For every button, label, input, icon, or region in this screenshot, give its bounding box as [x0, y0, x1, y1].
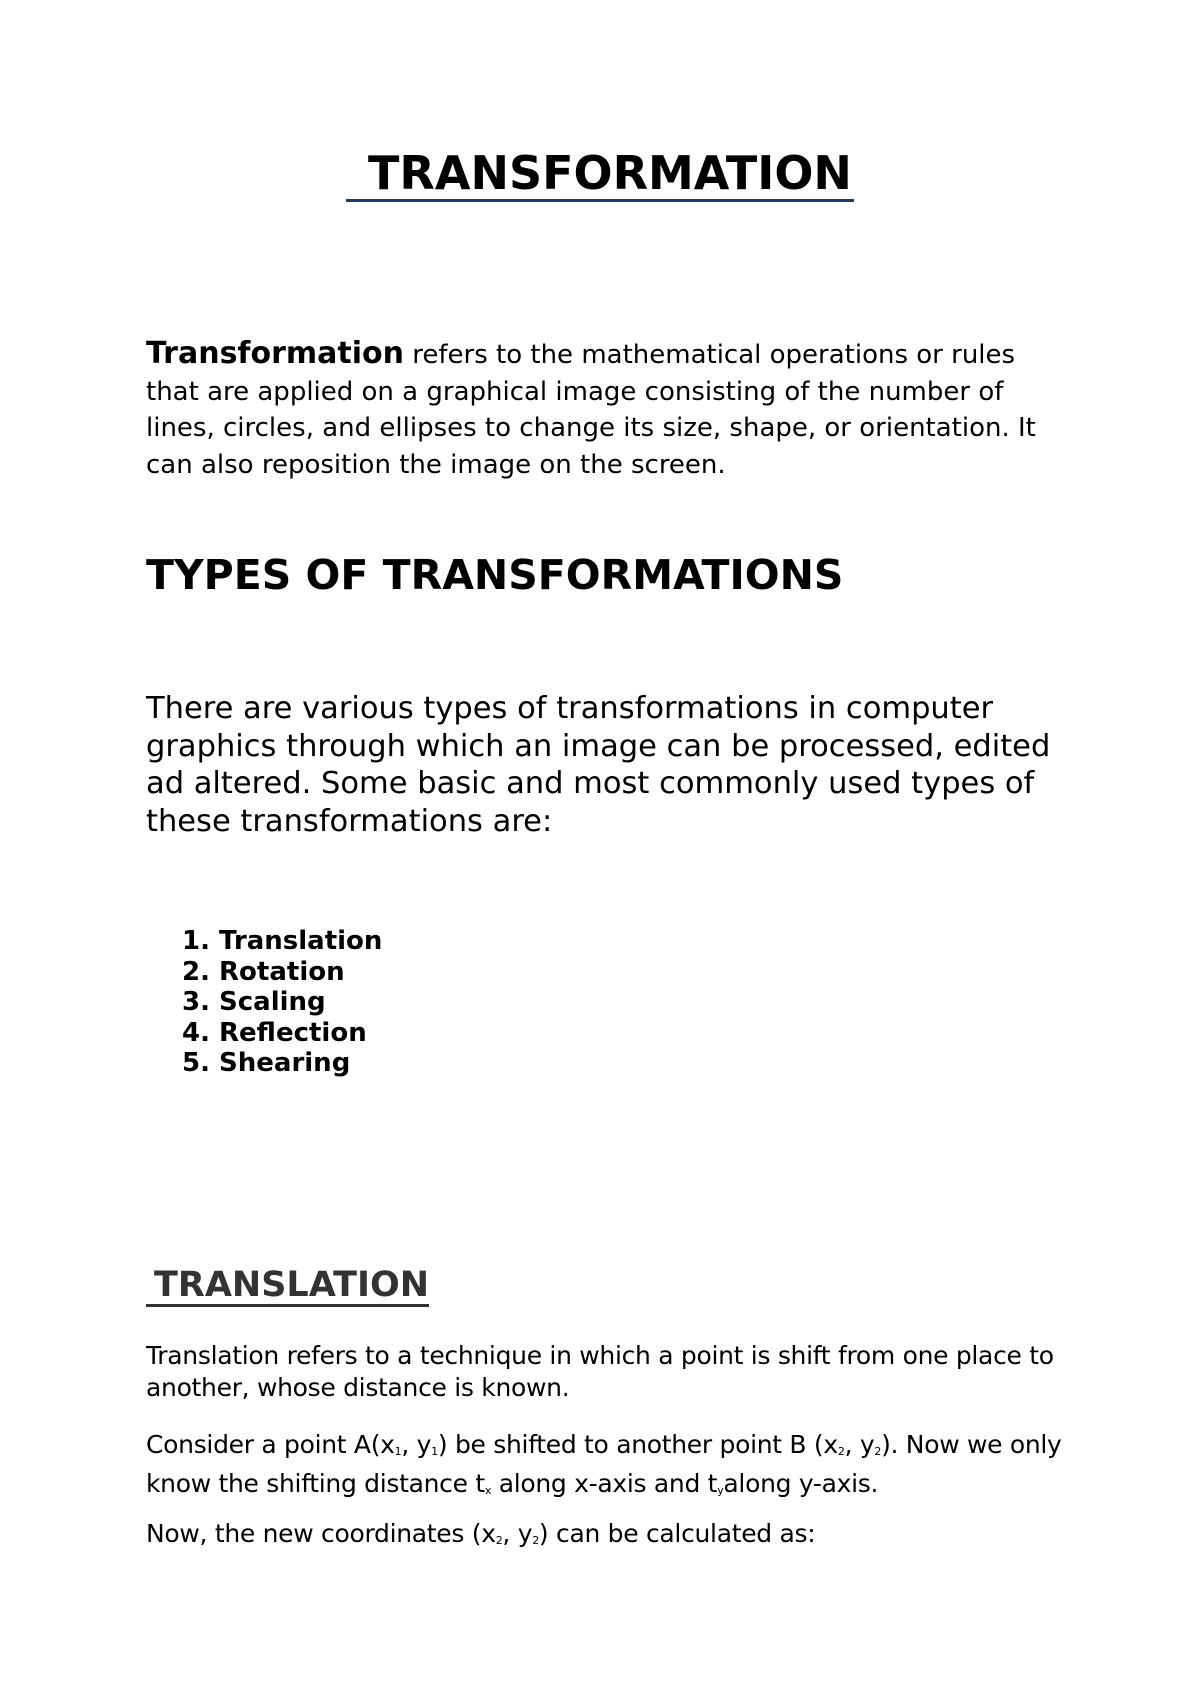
- text-run: , y: [401, 1430, 432, 1459]
- text-run: , y: [502, 1519, 533, 1548]
- subscript: x: [484, 1483, 492, 1497]
- list-item-number: 3.: [182, 987, 210, 1017]
- text-run: ) can be calculated as:: [538, 1519, 816, 1548]
- list-item-label: Reflection: [219, 1017, 367, 1048]
- list-item: [182, 987, 382, 1018]
- list-item-label: Translation: [219, 926, 383, 956]
- subscript: 2: [495, 1534, 503, 1547]
- translation-paragraph-1: Translation refers to a technique in which a point is shift from one place to another, whose distance is known.: [146, 1341, 1054, 1402]
- translation-heading-text: TRANSLATION: [146, 1266, 429, 1307]
- document-title: [0, 146, 1200, 202]
- text-run: Now, the new coordinates (x: [146, 1519, 496, 1548]
- document-title-text: TRANSFORMATION: [346, 149, 854, 202]
- list-item-label: Scaling: [219, 987, 326, 1017]
- list-item-number: 1.: [182, 926, 210, 956]
- text-run: , y: [844, 1430, 875, 1459]
- list-item: [182, 1018, 382, 1049]
- list-item-number: 2.: [182, 956, 210, 987]
- list-item-number: 4.: [182, 1017, 210, 1048]
- translation-paragraph-2: [146, 1429, 1076, 1506]
- list-item-label: Shearing: [219, 1048, 351, 1078]
- subscript: 2: [532, 1534, 539, 1547]
- intro-text: refers to the mathematical operations or rules that are applied on a graphical image consisting of the number of lines, circles, and ellipses to change its size, shape, or orientation. It can also reposition the image on the screen.: [146, 340, 1036, 480]
- translation-paragraph-3: [146, 1518, 1076, 1557]
- list-item: [182, 957, 382, 988]
- text-run: ). Now we only know the shifting distance t: [146, 1430, 1062, 1498]
- translation-heading: [146, 1264, 429, 1307]
- text-run: along x-axis and t: [491, 1468, 718, 1498]
- list-item: [182, 926, 382, 957]
- subscript: 2: [874, 1445, 882, 1458]
- subscript: y: [717, 1483, 724, 1497]
- list-item-label: Rotation: [219, 956, 345, 987]
- list-item-number: 5.: [182, 1048, 210, 1078]
- subscript: 1: [431, 1445, 438, 1458]
- types-paragraph: There are various types of transformations in computer graphics through which an image can be processed, edited ad altered. Some basic and most commonly used types of these transformations are:: [146, 691, 1051, 839]
- intro-lead-term: Transformation: [146, 336, 404, 371]
- intro-paragraph: [146, 336, 1066, 483]
- types-heading: TYPES OF TRANSFORMATIONS: [146, 551, 844, 599]
- text-run: along y-axis.: [723, 1468, 879, 1498]
- list-item: [182, 1048, 382, 1079]
- subscript: 2: [837, 1445, 845, 1458]
- text-run: Consider a point A(x: [146, 1430, 395, 1459]
- subscript: 1: [394, 1445, 402, 1458]
- types-list: [182, 926, 382, 1079]
- text-run: ) be shifted to another point B (x: [437, 1430, 838, 1459]
